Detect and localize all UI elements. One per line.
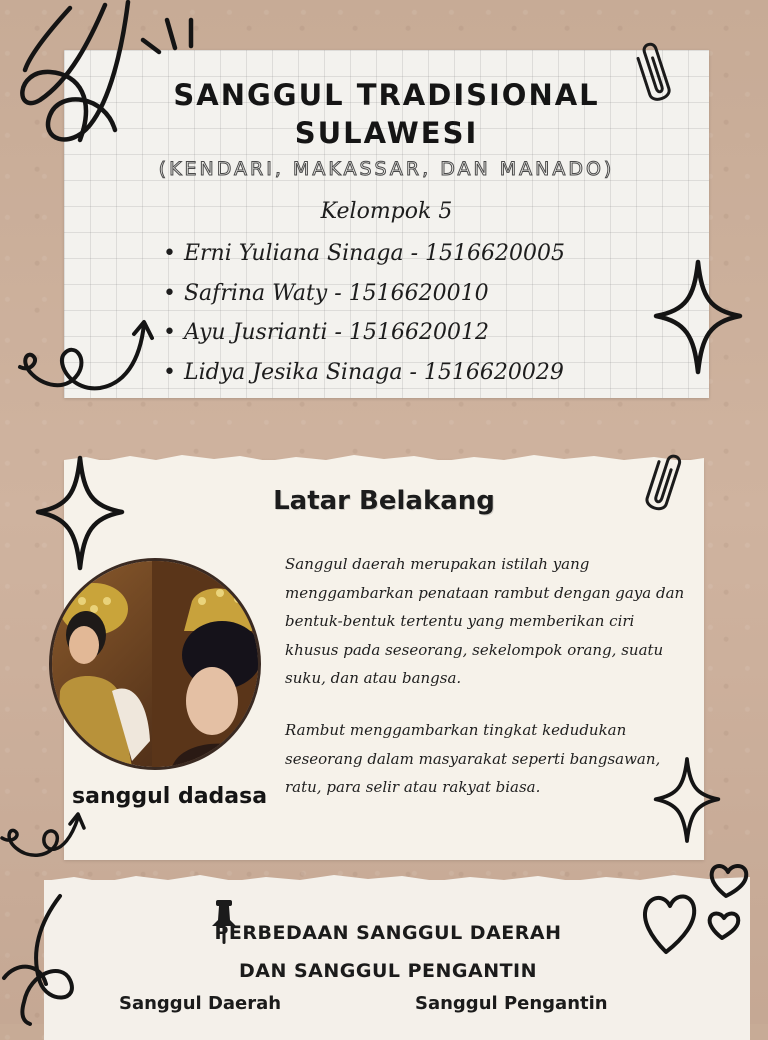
list-item: • Ayu Jusrianti - 1516620012: [163, 313, 565, 353]
section-heading: Latar Belakang: [273, 486, 495, 516]
sanggul-photo: [49, 558, 261, 770]
curly-arrow-icon: [0, 808, 90, 868]
paragraph: Rambut menggambarkan tingkat kedudukan seseorang dalam masyarakat seperti bangsawan, ratu, para selir atau rakyat biasa.: [285, 721, 661, 797]
photo-illustration: [52, 561, 258, 767]
list-item: • Safrina Waty - 1516620010: [163, 274, 565, 314]
list-item: • Lidya Jesika Sinaga - 1516620029: [163, 353, 565, 393]
subtitle: (KENDARI, MAKASSAR, DAN MANADO): [158, 158, 615, 180]
section-heading: [150, 914, 626, 990]
column-label-right: Sanggul Pengantin: [415, 993, 608, 1014]
heart-doodle-icon: [640, 860, 768, 960]
heading-line-2: DAN SANGGUL PENGANTIN: [238, 960, 538, 982]
photo-caption: sanggul dadasa: [72, 784, 268, 809]
paperclip-icon: [640, 450, 686, 520]
curly-arrow-icon: [16, 312, 156, 397]
column-label-left: Sanggul Daerah: [119, 993, 282, 1014]
burst-lines-icon: [135, 14, 205, 64]
paperclip-icon: [632, 40, 678, 110]
page-title: [64, 76, 709, 152]
group-label: Kelompok 5: [320, 199, 453, 224]
swirl-doodle-icon: [10, 0, 140, 160]
heading-line-1: PERBEDAAN SANGGUL DAERAH: [214, 922, 562, 944]
list-item: • Erni Yuliana Sinaga - 1516620005: [163, 234, 565, 274]
title-line-1: SANGGUL TRADISIONAL: [173, 78, 600, 112]
paragraph: Sanggul daerah merupakan istilah yang menggambarkan penataan rambut dengan gaya dan bentuk-bentuk tertentu yang memberikan ciri khusus pada seseorang, sekelompok orang, suatu suku, dan atau bangsa.: [285, 555, 685, 688]
sparkle-star-icon: [652, 756, 722, 844]
sparkle-star-icon: [652, 258, 744, 376]
torn-edge: [64, 452, 704, 468]
member-list: [163, 234, 565, 392]
title-line-2: SULAWESI: [294, 116, 479, 150]
swirl-doodle-icon: [0, 892, 100, 1024]
sparkle-star-icon: [34, 454, 126, 572]
